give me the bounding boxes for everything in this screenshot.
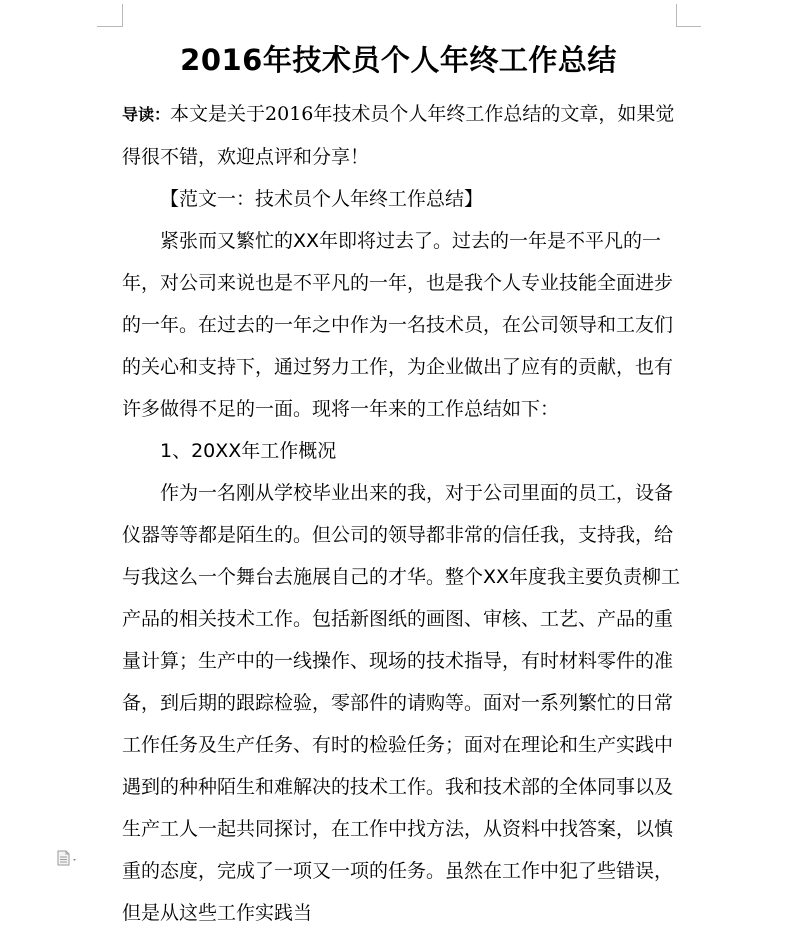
lead-label: 导读：: [122, 105, 171, 124]
subsection-heading: 1、20XX年工作概况: [160, 440, 337, 462]
document-icon[interactable]: [57, 850, 79, 866]
crop-mark-top-right: [676, 4, 701, 27]
lead-paragraph: [122, 93, 682, 178]
crop-mark-top-left: [97, 4, 123, 27]
body-paragraph: 作为一名刚从学校毕业出来的我，对于公司里面的员工，设备仪器等等都是陌生的。但公司的领导都非常的信任我，支持我，给与我这么一个舞台去施展自己的才华。整个XX年度我主要负责柳工产品的相关技术工作。包括新图纸的画图、审核、工艺、产品的重量计算；生产中的一线操作、现场的技术指导，有时材料零件的准备，到后期的跟踪检验，零部件的请购等。面对一系列繁忙的日常工作任务及生产任务、有时的检验任务；面对在理论和生产实践中遇到的种种陌生和难解决的技术工作。我和技术部的全体同事以及生产工人一起共同探讨，在工作中找方法，从资料中找答案，以慎重的态度，完成了一项又一项的任务。虽然在工作中犯了些错误，但是从这些工作实践当: [122, 482, 681, 924]
document-body: [122, 93, 682, 934]
section-heading: 【范文一：技术员个人年终工作总结】: [160, 188, 484, 210]
lead-text: 本文是关于2016年技术员个人年终工作总结的文章，如果觉得很不错，欢迎点评和分享！: [122, 103, 675, 168]
document-title: 2016年技术员个人年终工作总结: [180, 43, 617, 77]
body-paragraph: 紧张而又繁忙的XX年即将过去了。过去的一年是不平凡的一年，对公司来说也是不平凡的一年，也是我个人专业技能全面进步的一年。在过去的一年之中作为一名技术员，在公司领导和工友们的关心和支持下，通过努力工作，为企业做出了应有的贡献，也有许多做得不足的一面。现将一年来的工作总结如下：: [122, 230, 674, 420]
